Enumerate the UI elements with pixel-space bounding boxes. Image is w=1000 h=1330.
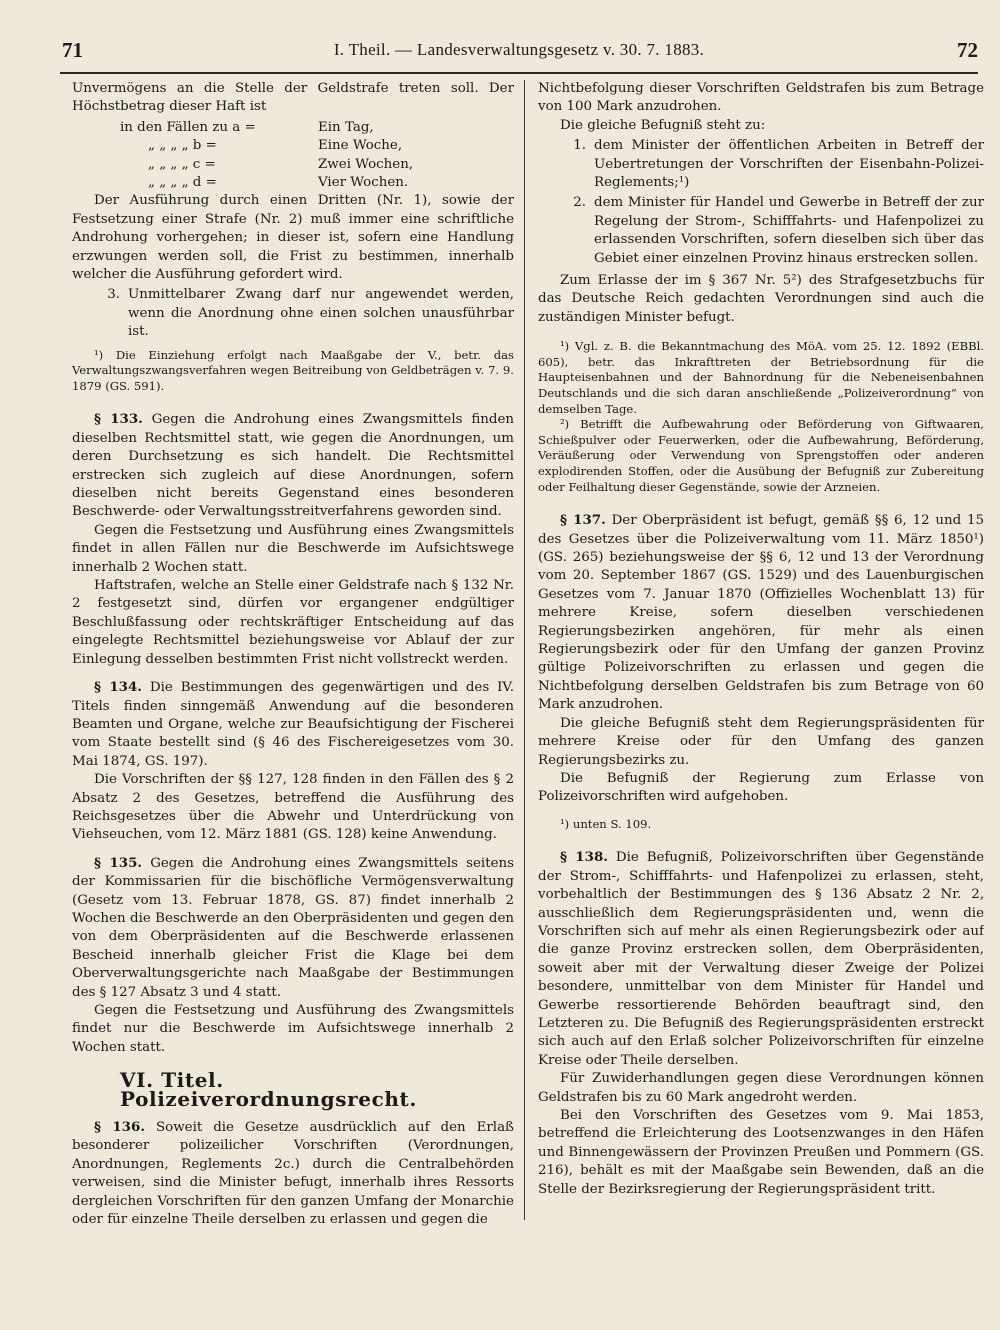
list-item-label: in den Fällen zu a =	[120, 119, 256, 135]
list-item-label: „ „ „ „ d =	[148, 174, 217, 190]
section-text: Der Oberpräsident ist befugt, gemäß §§ 6, 12 und 15 des Gesetzes über die Polizeiverwaltung vom 11. März 1850¹) (GS. 265) beziehungsweise der §§ 6, 12 und 13 der Verordnung vom 20. September 1867 (GS. 1529) und des Lauenburgischen Gesetzes vom 7. Januar 1870 (Offizielles Wochenblatt 13) für mehrere Kreise, sofern dieselben verschiedenen Regierungsbezirken angehören, für mehr als einen Regierungsbezirk oder für den Umfang der ganzen Provinz gültige Polizeivorschriften zu erlassen und gegen die Nichtbefolgung derselben Geldstrafen bis zum Betrage von 60 Mark anzudrohen.	[538, 513, 984, 713]
section-text: Gegen die Androhung eines Zwangsmittels seitens der Kommissarien für die bischöfliche Vermögensverwaltung (Gesetz vom 13. Februar 1878, GS. 87) findet innerhalb 2 Wochen die Beschwerde an den Oberpräsidenten und gegen den von dem Oberpräsidenten auf die Beschwerde erlassenen Bescheid innerhalb gleicher Frist die Klage bei dem Oberverwaltungsgerichte nach Maaßgabe der Bestimmungen des § 127 Absatz 3 und 4 statt.	[72, 855, 514, 1000]
item-text: dem Minister für Handel und Gewerbe in Betreff der zur Regelung der Strom-, Schifffahrts- und Hafenpolizei zu erlassenden Vorschriften, sofern dieselben sich über das Gebiet einer einzelnen Provinz hinaus erstrecken sollen.	[594, 195, 984, 266]
list-item	[120, 174, 514, 192]
paragraph: Für Zuwiderhandlungen gegen diese Verordnungen können Geldstrafen bis zu 60 Mark angedroht werden.	[538, 1071, 984, 1105]
section-number: § 133.	[94, 411, 143, 428]
list-item-value: Zwei Wochen,	[318, 156, 414, 172]
paragraph: Die gleiche Befugniß steht zu:	[560, 117, 766, 133]
section-138	[538, 848, 984, 1070]
page-number-left: 71	[62, 38, 83, 62]
section-133	[72, 410, 514, 521]
running-header	[60, 34, 978, 68]
section-text: Die Befugniß, Polizeivorschriften über Gegenstände der Strom-, Schifffahrts- und Hafenpolizei zu erlassen, steht, vorbehaltlich der Bestimmungen des § 136 Absatz 2 Nr. 2, ausschließlich dem Regierungspräsidenten und, wenn die Vorschriften sich auf mehr als einen Regierungsbezirk oder auf die ganze Provinz erstrecken sollen, dem Oberpräsidenten, soweit aber mit der Verwaltung dieser Zweige der Polizei besondere, unmittelbar von dem Minister für Handel und Gewerbe ressortierende Behörden beauftragt sind, den Letzteren zu. Die Befugniß des Regierungspräsidenten erstreckt sich auch auf den Erlaß solcher Polizeivorschriften für einzelne Kreise oder Theile derselben.	[538, 850, 984, 1068]
section-number: § 137.	[560, 512, 606, 529]
detention-list	[120, 119, 514, 193]
footnote: ¹) Vgl. z. B. die Bekanntmachung des MöA. vom 25. 12. 1892 (EBBl. 605), betr. das Inkrafttreten der Betriebsordnung für die Haupteisenbahnen und der Bahnordnung für die Nebeneisenbahnen Deutschlands und die sich daran anschließende „Polizeiverordnung“ von demselben Tage.	[538, 339, 984, 416]
right-column	[538, 80, 984, 1310]
running-title: I. Theil. — Landesverwaltungsgesetz v. 30. 7. 1883.	[333, 40, 705, 59]
footnote: ¹) unten S. 109.	[560, 816, 652, 831]
section-text: Gegen die Androhung eines Zwangsmittels finden dieselben Rechtsmittel statt, wie gegen die Anordnungen, um deren Durchsetzung es sich handelt. Die Rechtsmittel erstrecken sich zugleich auf diese Anordnungen, sofern dieselben nicht bereits Gegenstand eines besonderen Beschwerde- oder Verwaltungsstreitverfahrens geworden sind.	[72, 412, 514, 520]
item-text: dem Minister der öffentlichen Arbeiten in Betreff der Uebertretungen der Vorschriften der Eisenbahn-Polizei-Reglements;¹)	[594, 138, 984, 191]
numbered-item	[538, 137, 984, 192]
section-number: § 134.	[94, 679, 142, 696]
left-column	[72, 80, 514, 1310]
paragraph: Nichtbefolgung dieser Vorschriften Geldstrafen bis zum Betrage von 100 Mark anzudrohen.	[538, 81, 984, 115]
list-item-value: Ein Tag,	[318, 119, 374, 135]
column-divider	[524, 80, 525, 1220]
item-text: Unmittelbarer Zwang darf nur angewendet werden, wenn die Anordnung ohne einen solchen unausführbar ist.	[128, 287, 514, 340]
section-135	[72, 854, 514, 1002]
paragraph: Der Ausführung durch einen Dritten (Nr. 1), sowie der Festsetzung einer Strafe (Nr. 2) muß immer eine schriftliche Androhung vorhergehen; in dieser ist, sofern eine Handlung erzwungen werden soll, die Frist zu bestimmen, innerhalb welcher die Ausführung gefordert wird.	[72, 193, 514, 282]
section-136	[72, 1118, 514, 1229]
paragraph: Gegen die Festsetzung und Ausführung des Zwangsmittels findet nur die Beschwerde im Aufsichtswege innerhalb 2 Wochen statt.	[72, 1003, 514, 1055]
section-134	[72, 678, 514, 771]
numbered-item	[538, 194, 984, 268]
list-item	[120, 119, 514, 137]
page-number-right: 72	[957, 38, 978, 62]
footnote: ¹) Die Einziehung erfolgt nach Maaßgabe der V., betr. das Verwaltungszwangsverfahren wegen Beitreibung von Geldbeträgen v. 7. 9. 1879 (GS. 591).	[72, 347, 514, 393]
list-item-label: „ „ „ „ b =	[148, 138, 217, 154]
item-number: 3.	[107, 287, 120, 303]
paragraph: Die Vorschriften der §§ 127, 128 finden in den Fällen des § 2 Absatz 2 des Gesetzes, betreffend die Ausführung des Reichsgesetzes über die Abwehr und Unterdrückung von Viehseuchen, vom 12. März 1881 (GS. 128) keine Anwendung.	[72, 772, 514, 843]
list-item-label: „ „ „ „ c =	[148, 156, 216, 172]
item-number: 1.	[573, 138, 586, 154]
list-item	[120, 137, 514, 155]
list-item	[120, 156, 514, 174]
paragraph: Gegen die Festsetzung und Ausführung eines Zwangsmittels findet in allen Fällen nur die Beschwerde im Aufsichtswege innerhalb 2 Wochen statt.	[72, 522, 514, 575]
numbered-item	[72, 286, 514, 341]
paragraph: Haftstrafen, welche an Stelle einer Geldstrafe nach § 132 Nr. 2 festgesetzt sind, dürfen vor ergangener endgültiger Beschlußfassung oder rechtskräftiger Entscheidung auf das eingelegte Rechtsmittel beziehungsweise vor Ablauf der zur Einlegung desselben bestimmten Frist nicht vollstreckt werden.	[72, 578, 514, 667]
paragraph: Die Befugniß der Regierung zum Erlasse von Polizeivorschriften wird aufgehoben.	[538, 770, 984, 805]
list-item-value: Vier Wochen.	[318, 174, 409, 190]
paragraph: Bei den Vorschriften des Gesetzes vom 9. Mai 1853, betreffend die Erleichterung des Lootsenzwanges in den Häfen und Binnengewässern der Provinzen Preußen und Pommern (GS. 216), behält es mit der Maaßgabe sein Bewenden, daß an die Stelle der Bezirksregierung der Regierungspräsident tritt.	[538, 1108, 984, 1197]
header-rule	[60, 72, 978, 74]
section-number: § 135.	[94, 854, 143, 871]
section-number: § 136.	[94, 1119, 145, 1136]
section-text: Soweit die Gesetze ausdrücklich auf den Erlaß besonderer polizeilicher Vorschriften (Verordnungen, Anordnungen, Reglements 2c.) durch die Centralbehörden verweisen, sind die Minister befugt, innerhalb ihres Ressorts dergleichen Vorschriften für den ganzen Umfang der Monarchie oder für einzelne Theile derselben zu erlassen und gegen die	[72, 1120, 514, 1228]
footnote: ²) Betrifft die Aufbewahrung oder Beförderung von Giftwaaren, Schießpulver oder Feuerwerken, oder die Aufbewahrung, Beförderung, Veräußerung oder Verwendung von Sprengstoffen oder anderen explodirenden Stoffen, oder die Ausübung der Befugniß zur Zubereitung oder Feilhaltung dieser Gegenstände, sowie der Arzneien.	[538, 417, 984, 494]
paragraph: Zum Erlasse der im § 367 Nr. 5²) des Strafgesetzbuchs für das Deutsche Reich gedachten Verordnungen sind auch die zuständigen Minister befugt.	[538, 273, 984, 325]
section-137	[538, 511, 984, 714]
paragraph: Die gleiche Befugniß steht dem Regierungspräsidenten für mehrere Kreise oder für den Umfang des ganzen Regierungsbezirks zu.	[538, 715, 984, 768]
paragraph: Unvermögens an die Stelle der Geldstrafe treten soll. Der Höchstbetrag dieser Haft ist	[72, 81, 514, 115]
section-number: § 138.	[560, 849, 608, 866]
list-item-value: Eine Woche,	[318, 138, 403, 154]
item-number: 2.	[573, 195, 586, 211]
section-text: Die Bestimmungen des gegenwärtigen und des IV. Titels finden sinngemäß Anwendung auf die besonderen Beamten und Organe, welche zur Beaufsichtigung der Fischerei vom Staate bestellt sind (§ 46 des Fischereigesetzes vom 30. Mai 1874, GS. 197).	[72, 680, 514, 769]
title-heading: VI. Titel. Polizeiverordnungsrecht.	[120, 1068, 417, 1111]
